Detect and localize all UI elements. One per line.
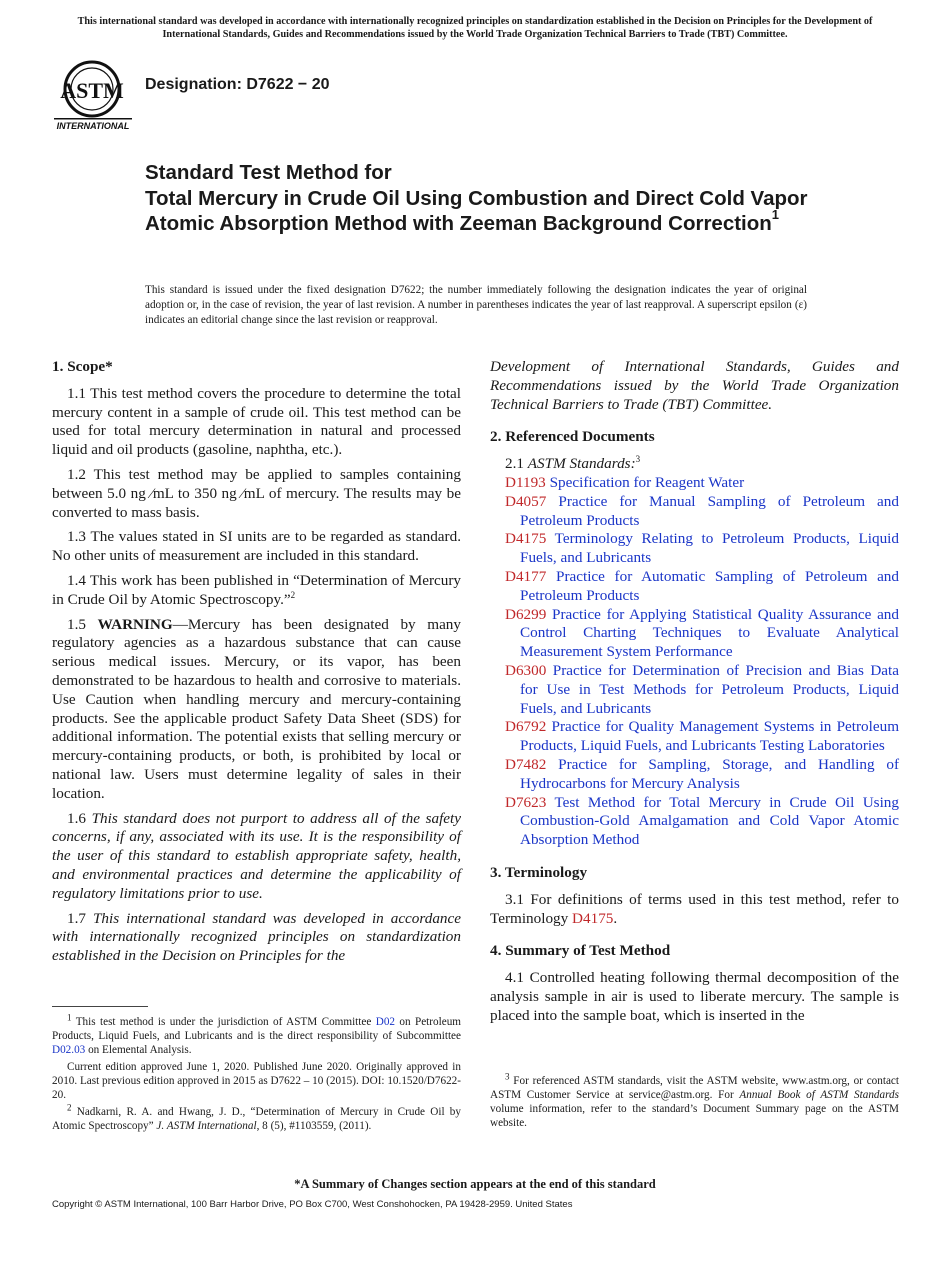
footnote-2: $^2$ Nadkarni, R. A. and Hwang, J. D., “Determination of Mercury in Crude Oil by Atomic Spectroscopy” J. ASTM International, 8 (5), #1103559, (2011).	[52, 1102, 461, 1132]
para-1-3: 1.3 The values stated in SI units are to be regarded as standard. No other units of measurement are included in this standard.	[52, 528, 461, 565]
astm-standards-subhead: 2.1 ASTM Standards:$^3$	[505, 454, 641, 473]
left-column	[52, 358, 461, 972]
para-1-5: 1.5 WARNING—Mercury has been designated by many regulatory agencies as a hazardous substance that can cause serious medical issues. Mercury, or its vapor, has been demonstrated to be hazardous to health and corrosive to materials. Use Caution when handling mercury and mercury-containing products. See the applicable product Safety Data Sheet (SDS) for additional information. The potential exists that selling mercury or mercury-containing products, or both, is prohibited by local or national law. Users must determine legality of sales in their location.	[52, 615, 461, 802]
designation-intro: This standard is issued under the fixed designation D7622; the number immediately following the designation indicates the year of original adoption or, in the case of revision, the year of last revision. A number in parentheses indicates the year of last reapproval. A superscript epsilon (ε) indicates an editorial change since the last revision or reapproval.	[145, 284, 807, 326]
astm-logo	[52, 56, 134, 132]
d02-link[interactable]: D02	[375, 1016, 396, 1028]
designation: Designation: D7622 − 20	[145, 76, 330, 93]
reference-title[interactable]: Specification for Reagent Water	[549, 473, 745, 491]
reference-item[interactable]	[490, 794, 899, 850]
reference-item[interactable]	[490, 493, 899, 531]
reference-code[interactable]: D6299	[505, 605, 547, 623]
footnote-divider	[52, 1006, 148, 1007]
summary-of-changes-note: *A Summary of Changes section appears at the end of this standard	[294, 1177, 656, 1191]
tbt-notice: This international standard was developed in accordance with internationally recognized principles on standardization established in the Decision on Principles for the Development of International Standards, Guides and Recommendations issued by the World Trade Organization Technical Barriers to Trade (TBT) Committee.	[77, 16, 873, 40]
reference-code[interactable]: D6792	[505, 718, 547, 736]
svg-text:ASTM: ASTM	[60, 78, 124, 103]
d02-03-link[interactable]: D02.03	[52, 1044, 86, 1056]
section-4-heading: 4. Summary of Test Method	[490, 942, 671, 960]
para-1-7-continued: Development of International Standards, Guides and Recommendations issued by the World Trade Organization Technical Barriers to Trade (TBT) Committee.	[490, 358, 899, 413]
section-1-heading: 1. Scope*	[52, 358, 113, 375]
copyright: Copyright © ASTM International, 100 Barr Harbor Drive, PO Box C700, West Conshohocken, PA 19428-2959. United States	[52, 1199, 573, 1210]
reference-title[interactable]: Practice for Applying Statistical Quality Assurance and Control Charting Techniques to Evaluate Analytical Measurement System Performance	[520, 605, 899, 661]
reference-title[interactable]: Terminology Relating to Petroleum Products, Liquid Fuels, and Lubricants	[520, 530, 899, 567]
reference-code[interactable]: D7482	[505, 755, 547, 773]
reference-title[interactable]: Practice for Quality Management Systems in Petroleum Products, Liquid Fuels, and Lubricants Testing Laboratories	[520, 718, 900, 755]
edition-note: Current edition approved June 1, 2020. Published June 2020. Originally approved in 2010. Last previous edition approved in 2015 as D7622 – 10 (2015). DOI: 10.1520/D7622-20.	[52, 1061, 461, 1101]
reference-title[interactable]: Practice for Determination of Precision and Bias Data for Use in Test Methods for Petroleum Products, Liquid Fuels, and Lubricants	[520, 661, 899, 717]
para-3-1: 3.1 For definitions of terms used in this test method, refer to Terminology D4175.	[490, 890, 899, 927]
d4175-term-link[interactable]: D4175	[572, 909, 614, 927]
reference-title[interactable]: Practice for Automatic Sampling of Petroleum and Petroleum Products	[520, 567, 899, 604]
document-title	[145, 160, 845, 237]
right-column	[490, 358, 899, 1032]
section-2-heading: 2. Referenced Documents	[490, 428, 655, 446]
reference-code[interactable]: D7623	[505, 793, 547, 811]
para-1-1: 1.1 This test method covers the procedure to determine the total mercury content in a sample of crude oil. This test method can be used for total mercury determination in natural and processed liquid and oil products (gasoline, naphtha, etc.).	[52, 384, 461, 459]
para-4-1: 4.1 Controlled heating following thermal decomposition of the analysis sample in air is used to liberate mercury. The sample is placed into the sample boat, which is inserted in the	[490, 969, 899, 1024]
reference-code[interactable]: D4177	[505, 567, 547, 585]
right-footnotes	[490, 1071, 899, 1133]
para-1-4: 1.4 This work has been published in “Determination of Mercury in Crude Oil by Atomic Spectroscopy.”$^2$	[52, 571, 461, 608]
reference-item[interactable]	[490, 530, 899, 568]
para-1-2: 1.2 This test method may be applied to samples containing between 5.0 ng ⁄mL to 350 ng ⁄mL of mercury. The results may be converted to mass basis.	[52, 465, 461, 521]
title-footnote-mark: 1	[771, 207, 780, 223]
reference-code[interactable]: D4057	[505, 492, 547, 510]
reference-item[interactable]	[490, 756, 899, 794]
reference-item[interactable]	[490, 568, 899, 606]
footnote-1: $^1$ This test method is under the jurisdiction of ASTM Committee D02 on Petroleum Products, Liquid Fuels, and Lubricants and is the direct responsibility of Subcommittee D02.03 on Elemental Analysis.	[52, 1012, 461, 1056]
reference-item[interactable]	[490, 474, 899, 493]
reference-code[interactable]: D6300	[505, 661, 547, 679]
reference-title[interactable]: Test Method for Total Mercury in Crude Oil Using Combustion-Gold Amalgamation and Cold Vapor Atomic Absorption Method	[520, 793, 899, 849]
reference-title[interactable]: Practice for Sampling, Storage, and Handling of Hydrocarbons for Mercury Analysis	[520, 755, 900, 792]
reference-item[interactable]	[490, 662, 899, 718]
section-3-heading: 3. Terminology	[490, 863, 588, 881]
para-1-6: 1.6 This standard does not purport to address all of the safety concerns, if any, associated with its use. It is the responsibility of the user of this standard to establish appropriate safety, health, and environmental practices and determine the applicability of regulatory limitations prior to use.	[52, 809, 462, 902]
title-line-1: Standard Test Method for	[145, 161, 392, 184]
referenced-documents-list	[490, 474, 899, 850]
reference-code[interactable]: D1193	[505, 473, 546, 491]
reference-code[interactable]: D4175	[505, 530, 547, 548]
left-footnotes	[52, 1006, 461, 1136]
reference-title[interactable]: Practice for Manual Sampling of Petroleum and Petroleum Products	[520, 492, 899, 529]
reference-item[interactable]	[490, 606, 899, 662]
reference-item[interactable]	[490, 718, 899, 756]
svg-text:INTERNATIONAL: INTERNATIONAL	[56, 121, 130, 131]
para-1-7: 1.7 This international standard was developed in accordance with internationally recognized principles on standardization established in the Decision on Principles for the	[52, 909, 462, 965]
footnote-3: $^3$ For referenced ASTM standards, visit the ASTM website, www.astm.org, or contact ASTM Customer Service at service@astm.org. For Annual Book of ASTM Standards volume information, refer to the standard’s Document Summary page on the ASTM website.	[490, 1071, 899, 1129]
title-line-2: Total Mercury in Crude Oil Using Combustion and Direct Cold Vapor Atomic Absorption Method with Zeeman Background Correction$^1$	[145, 186, 808, 235]
